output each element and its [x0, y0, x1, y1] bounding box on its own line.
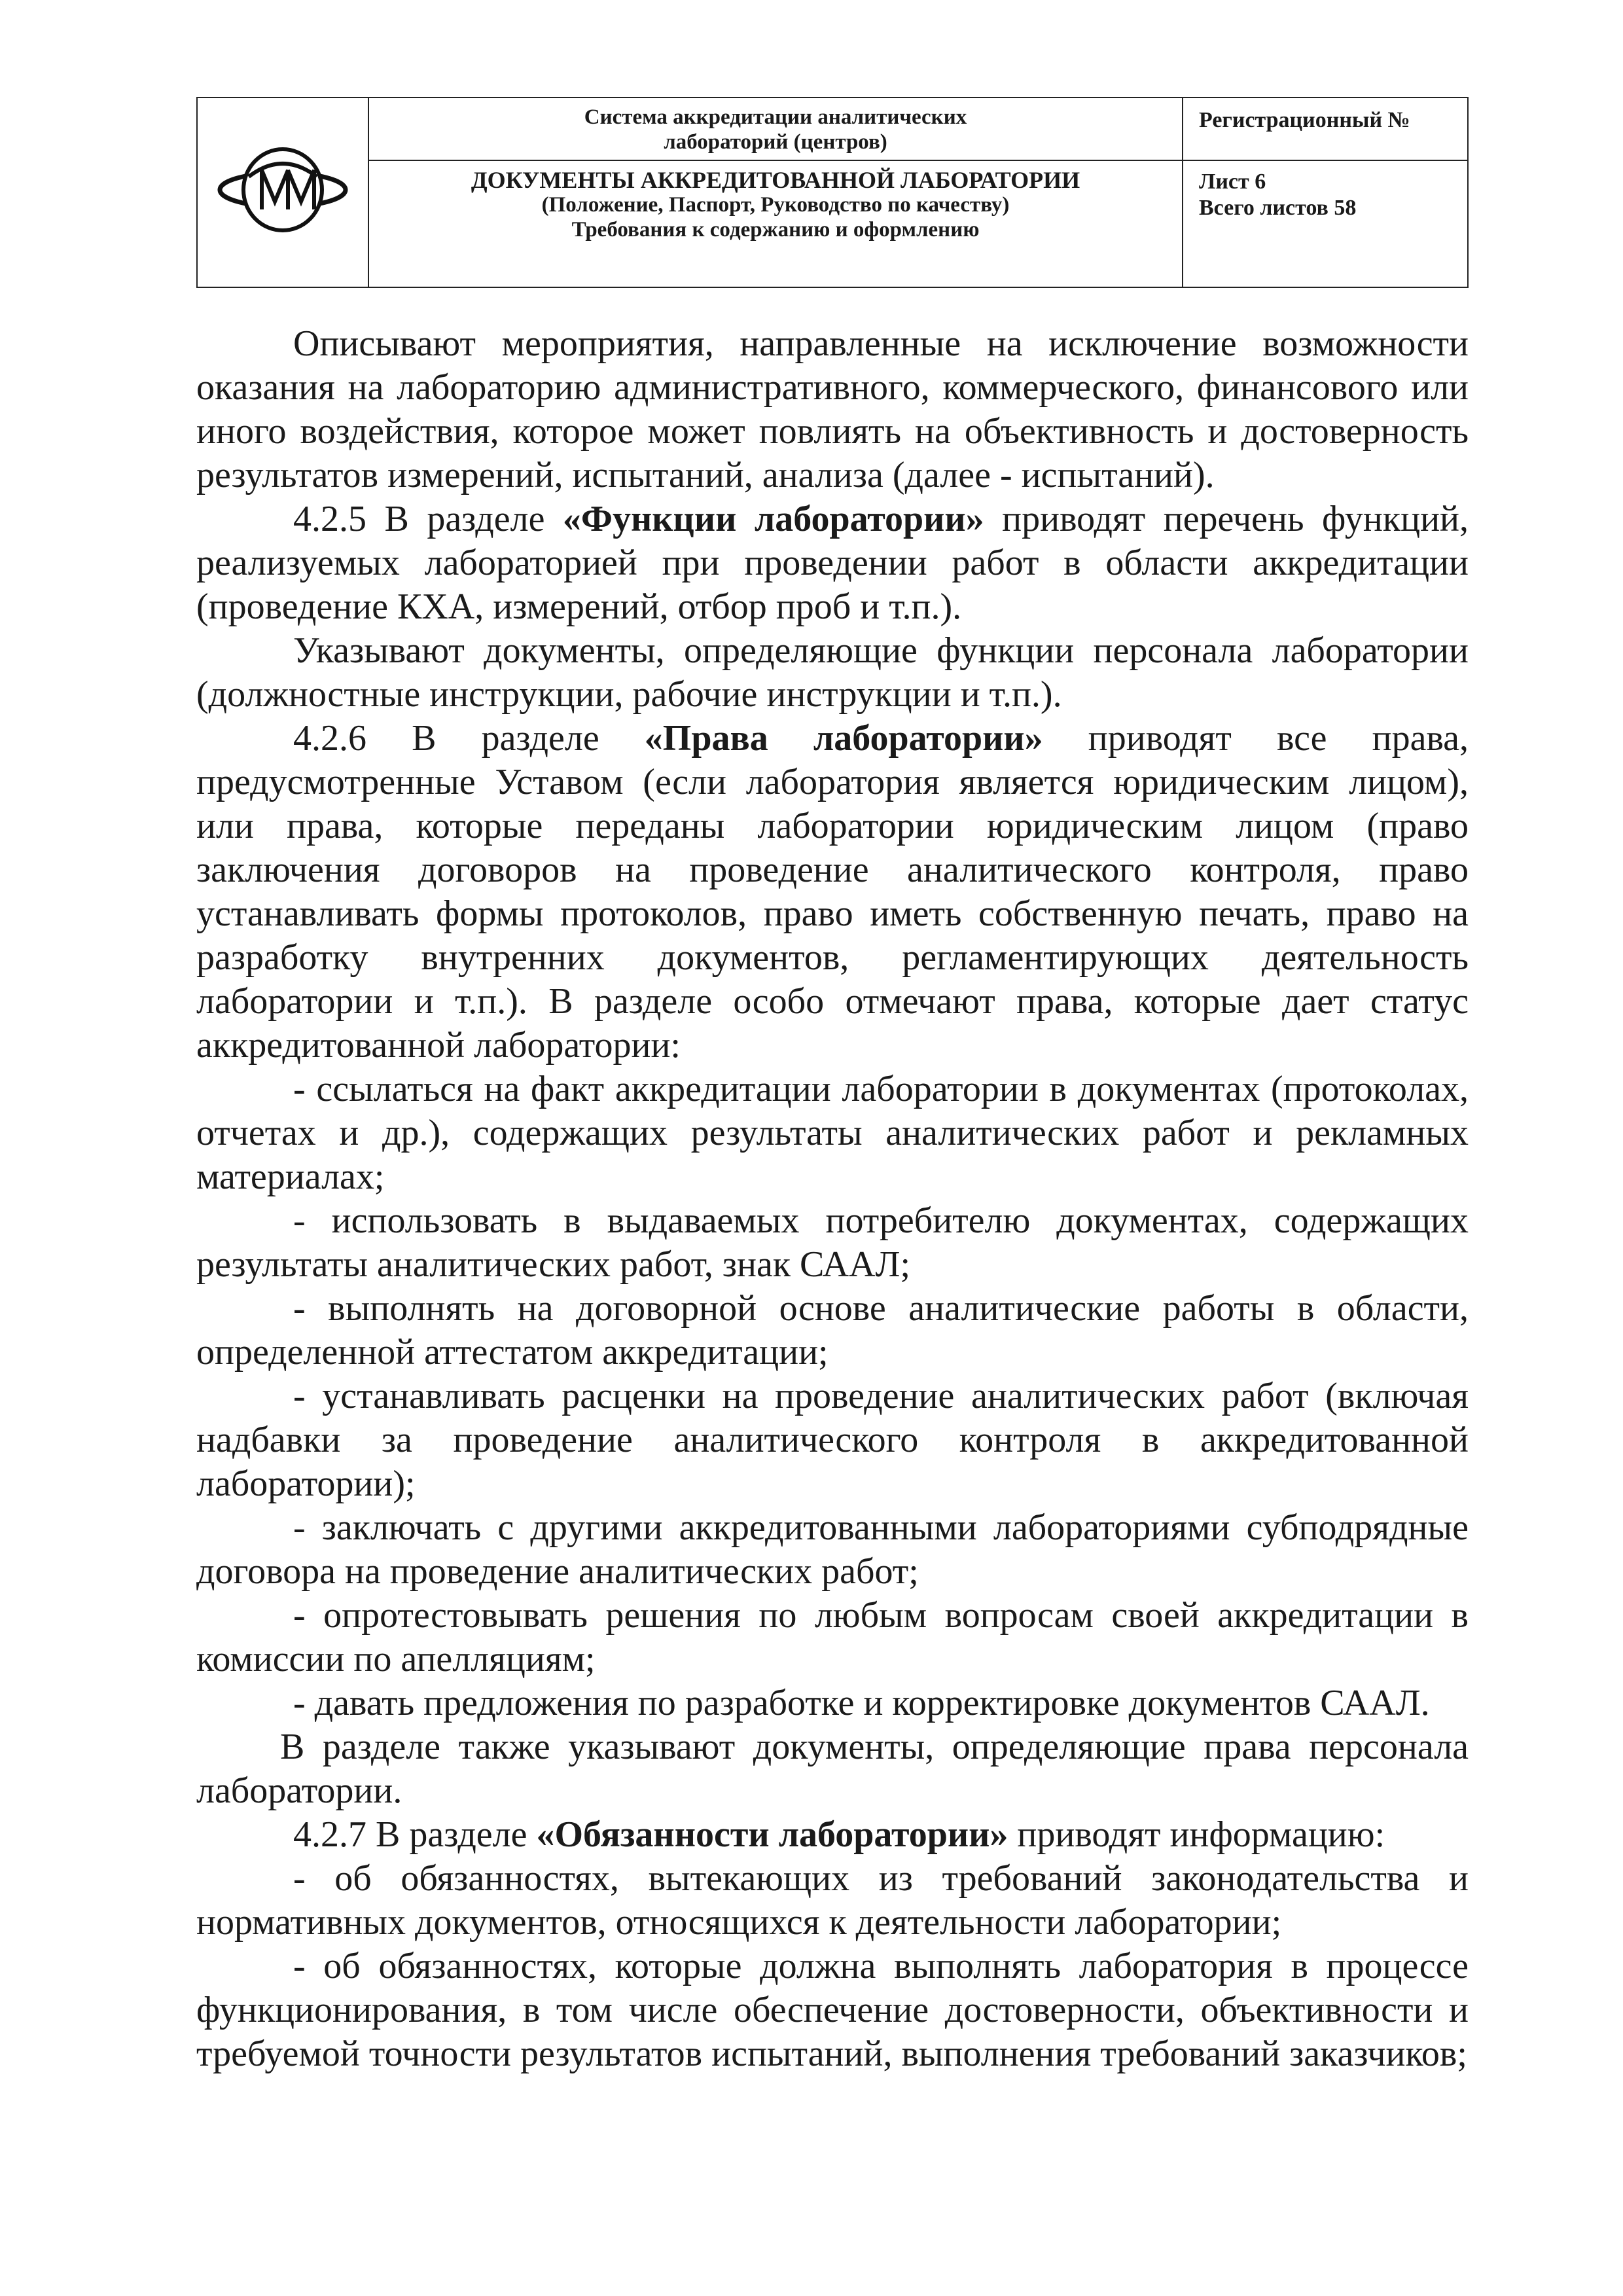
list-item: - использовать в выдаваемых потребителю документах, содержащих результаты аналитических работ, знак СААЛ;	[196, 1200, 1469, 1285]
list-item: - ссылаться на факт аккредитации лаборатории в документах (протоколах, отчетах и др.), содержащих результаты аналитических работ и рекламных материалах;	[196, 1069, 1469, 1197]
list-item: - об обязанностях, которые должна выполнять лаборатория в процессе функционирования, в том числе обеспечение достоверности, объективности и требуемой точности результатов испытаний, выполнения требований заказчиков;	[196, 1946, 1469, 2074]
section-name: «Права лаборатории»	[644, 718, 1043, 759]
document-body	[196, 322, 1469, 2076]
system-title: Система аккредитации аналитических лабораторий (центров)	[584, 105, 967, 154]
paragraph: Описывают мероприятия, направленные на исключение возможности оказания на лабораторию административного, коммерческого, финансового или иного воздействия, которое может повлиять на объективность и достоверность результатов измерений, испытаний, анализа (далее - испытаний).	[196, 323, 1469, 495]
section-name: «Обязанности лаборатории»	[536, 1814, 1008, 1855]
sheet-info: Лист 6 Всего листов 58	[1199, 170, 1357, 220]
paragraph-duties: 4.2.7 В разделе «Обязанности лаборатории» приводят информацию:	[293, 1814, 1385, 1855]
paragraph-functions: 4.2.5 В разделе «Функции лаборатории» приводят перечень функций, реализуемых лабораторией при проведении работ в области аккредитации (проведение КХА, измерений, отбор проб и т.п.).	[196, 499, 1469, 627]
list-item: - давать предложения по разработке и корректировке документов СААЛ.	[293, 1683, 1430, 1723]
list-item: - опротестовывать решения по любым вопросам своей аккредитации в комиссии по апелляциям;	[196, 1595, 1469, 1679]
list-item: - устанавливать расценки на проведение аналитических работ (включая надбавки за проведение аналитического контроля в аккредитованной лаборатории);	[196, 1376, 1469, 1504]
divider	[368, 160, 1467, 161]
registration-number: Регистрационный №	[1199, 108, 1410, 132]
section-name: «Функции лаборатории»	[562, 499, 984, 539]
paragraph: Указывают документы, определяющие функции персонала лаборатории (должностные инструкции, рабочие инструкции и т.п.).	[196, 630, 1469, 715]
list-item: - об обязанностях, вытекающих из требований законодательства и нормативных документов, относящихся к деятельности лаборатории;	[196, 1858, 1469, 1943]
paragraph-rights: 4.2.6 В разделе «Права лаборатории» приводят все права, предусмотренные Уставом (если лаборатория является юридическим лицом), или права, которые переданы лаборатории юридическим лицом (право заключения договоров на проведение аналитического контроля, право устанавливать формы протоколов, право иметь собственную печать, право на разработку внутренних документов, регламентирующих деятельность лаборатории и т.п.). В разделе особо отмечают права, которые дает статус аккредитованной лаборатории:	[196, 718, 1469, 1066]
list-item: - выполнять на договорной основе аналитические работы в области, определенной аттестатом аккредитации;	[196, 1288, 1469, 1372]
divider	[1182, 98, 1183, 287]
paragraph: В разделе также указывают документы, определяющие права персонала лаборатории.	[196, 1727, 1469, 1811]
header-table	[196, 97, 1469, 288]
list-item: - заключать с другими аккредитованными лабораториями субподрядные договора на проведение аналитических работ;	[196, 1507, 1469, 1592]
document-title: ДОКУМЕНТЫ АККРЕДИТОВАННОЙ ЛАБОРАТОРИИ (Положение, Паспорт, Руководство по качеству) Требования к содержанию и оформлению	[471, 167, 1080, 242]
saal-logo-icon	[209, 124, 356, 255]
